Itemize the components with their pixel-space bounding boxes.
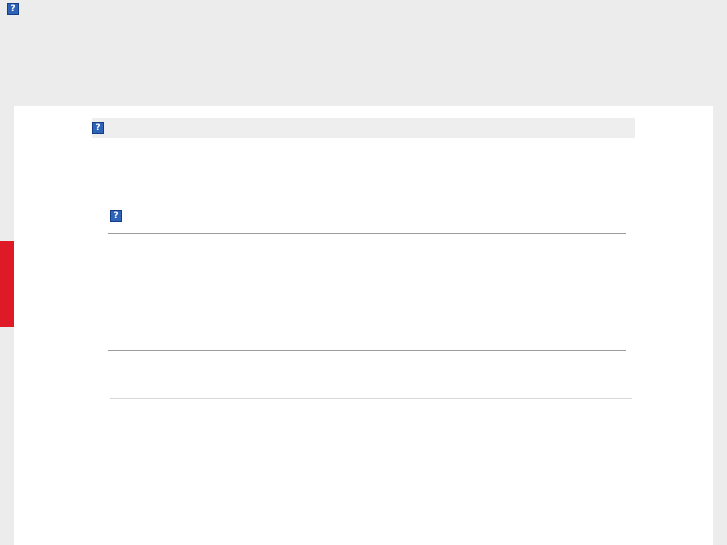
divider — [108, 233, 626, 234]
main-content — [14, 106, 713, 545]
logo-icon[interactable]: ? — [7, 3, 19, 15]
image-placeholder-icon: ? — [110, 210, 122, 222]
column-divider — [110, 398, 632, 399]
site-icon: ? — [92, 122, 104, 134]
site-banner — [92, 118, 635, 138]
sub-navigation — [15, 58, 645, 108]
divider — [108, 350, 626, 351]
top-navigation — [13, 21, 717, 51]
